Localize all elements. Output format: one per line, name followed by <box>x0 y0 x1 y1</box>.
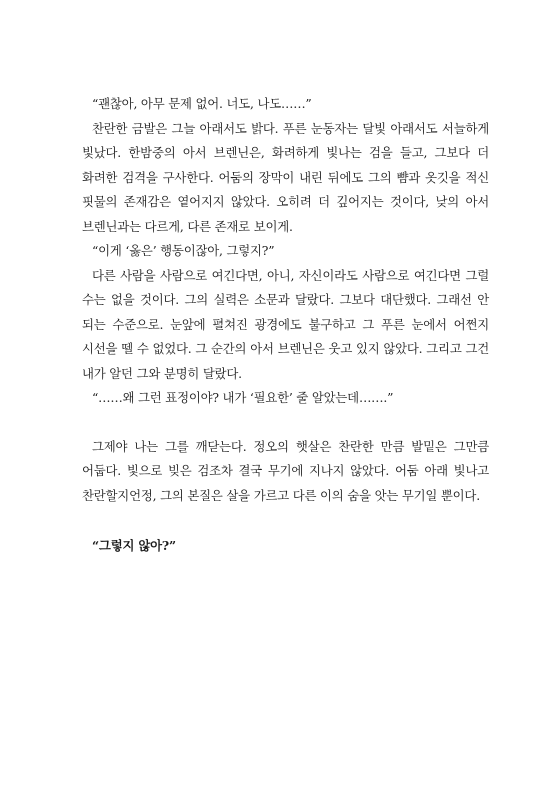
paragraph-3: “이게 ‘옳은’ 행동이잖아, 그렇지?” <box>92 243 275 258</box>
paragraph-5: “……왜 그런 표정이야? 내가 ‘필요한’ 줄 알았는데…….” <box>92 390 394 405</box>
paragraph-spacer <box>82 411 489 435</box>
paragraph-spacer <box>82 508 489 534</box>
paragraph-2: 찬란한 금발은 그늘 아래서도 밝다. 푸른 눈동자는 달빛 아래서도 서늘하게 빛났다. 한밤중의 아서 브렌닌은, 화려하게 빛나는 검을 들고, 그보다 더 화려한 검격을 구사한다. 어둠의 장막이 내린 뒤에도 그의 뺨과 옷깃을 적신 핏물의 존재감은 옅어지지 않았다. 오히려 더 깊어지는 것이다, 낮의 아서 브렌닌과는 다르게, 다른 존재로 보이게. <box>82 120 489 234</box>
paragraph-7: “그렇지 않아?” <box>92 538 176 553</box>
paragraph-6: 그제야 나는 그를 깨닫는다. 정오의 햇살은 찬란한 만큼 발밑은 그만큼 어둡다. 빛으로 빚은 검조차 결국 무기에 지나지 않았다. 어둠 아래 빛나고 찬란할지언정, 그의 본질은 살을 가르고 다른 이의 숨을 앗는 무기일 뿐이다. <box>82 438 489 503</box>
paragraph-1: “괜찮아, 아무 문제 없어. 너도, 나도……” <box>92 96 312 111</box>
paragraph-4: 다른 사람을 사람으로 여긴다면, 아니, 자신이라도 사람으로 여긴다면 그럴 수는 없을 것이다. 그의 실력은 소문과 달랐다. 그보다 대단했다. 그래선 안 되는 수준으로. 눈앞에 펼쳐진 광경에도 불구하고 그 푸른 눈에서 어쩐지 시선을 뗄 수 없었다. 그 순간의 아서 브렌닌은 웃고 있지 않았다. 그리고 그건 내가 알던 그와 분명히 달랐다. <box>82 267 489 381</box>
